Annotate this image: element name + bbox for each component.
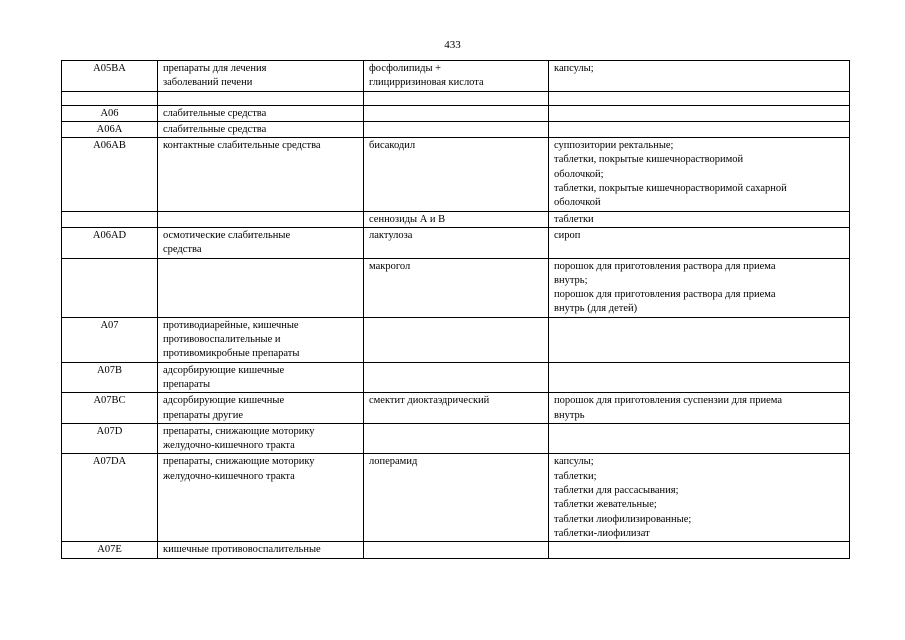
group-name-cell xyxy=(158,211,364,227)
table-row xyxy=(62,317,850,362)
page-number: 433 xyxy=(444,39,461,51)
atc-code-cell: A07BC xyxy=(62,393,158,424)
table-row xyxy=(62,393,850,424)
atc-code-cell: A07B xyxy=(62,362,158,393)
drug-name-cell xyxy=(364,362,549,393)
group-name-cell: слабительные средства xyxy=(158,121,364,137)
table-row xyxy=(62,211,850,227)
table-row xyxy=(62,258,850,317)
group-name-cell: препараты, снижающие моторику желудочно-кишечного тракта xyxy=(158,454,364,542)
atc-code-cell: A05BA xyxy=(62,61,158,92)
dosage-form-cell xyxy=(549,362,850,393)
drug-name-cell xyxy=(364,91,549,105)
group-name-cell xyxy=(158,258,364,317)
dosage-form-cell xyxy=(549,121,850,137)
atc-code-cell: A07DA xyxy=(62,454,158,542)
drug-name-cell: лактулоза xyxy=(364,227,549,258)
dosage-form-cell xyxy=(549,105,850,121)
dosage-form-cell: порошок для приготовления суспензии для приема внутрь xyxy=(549,393,850,424)
atc-code-cell: A07D xyxy=(62,423,158,454)
table-row xyxy=(62,121,850,137)
atc-code-cell: A06A xyxy=(62,121,158,137)
drug-name-cell: бисакодил xyxy=(364,138,549,211)
group-name-cell: адсорбирующие кишечные препараты другие xyxy=(158,393,364,424)
table-row xyxy=(62,61,850,92)
atc-code-cell: A06 xyxy=(62,105,158,121)
drug-name-cell xyxy=(364,105,549,121)
drug-name-cell: смектит диоктаэдрический xyxy=(364,393,549,424)
atc-code-cell: A07E xyxy=(62,542,158,558)
group-name-cell: осмотические слабительные средства xyxy=(158,227,364,258)
drug-name-cell xyxy=(364,542,549,558)
table-row xyxy=(62,138,850,211)
group-name-cell: препараты, снижающие моторику желудочно-кишечного тракта xyxy=(158,423,364,454)
group-name-cell: слабительные средства xyxy=(158,105,364,121)
dosage-form-cell: капсулы; таблетки; таблетки для рассасывания; таблетки жевательные; таблетки лиофилизированные; таблетки-лиофилизат xyxy=(549,454,850,542)
drug-name-cell xyxy=(364,423,549,454)
dosage-form-cell xyxy=(549,542,850,558)
drug-name-cell: фосфолипиды + глицирризиновая кислота xyxy=(364,61,549,92)
table-body xyxy=(62,61,850,559)
dosage-form-cell: порошок для приготовления раствора для приема внутрь; порошок для приготовления раствора для приема внутрь (для детей) xyxy=(549,258,850,317)
drug-name-cell xyxy=(364,121,549,137)
dosage-form-cell: капсулы; xyxy=(549,61,850,92)
table-row xyxy=(62,227,850,258)
table-row xyxy=(62,542,850,558)
table-row xyxy=(62,105,850,121)
table-row xyxy=(62,91,850,105)
atc-code-cell: A06AD xyxy=(62,227,158,258)
drug-name-cell xyxy=(364,317,549,362)
drug-name-cell: сеннозиды А и В xyxy=(364,211,549,227)
table-row xyxy=(62,454,850,542)
dosage-form-cell xyxy=(549,317,850,362)
table-row xyxy=(62,423,850,454)
atc-code-cell xyxy=(62,258,158,317)
group-name-cell: контактные слабительные средства xyxy=(158,138,364,211)
atc-code-cell: A06AB xyxy=(62,138,158,211)
group-name-cell: кишечные противовоспалительные xyxy=(158,542,364,558)
atc-code-cell xyxy=(62,211,158,227)
atc-code-cell: A07 xyxy=(62,317,158,362)
dosage-form-cell xyxy=(549,91,850,105)
drug-table xyxy=(61,60,850,559)
dosage-form-cell xyxy=(549,423,850,454)
atc-code-cell xyxy=(62,91,158,105)
drug-name-cell: макрогол xyxy=(364,258,549,317)
dosage-form-cell: суппозитории ректальные; таблетки, покрытые кишечнорастворимой оболочкой; таблетки, покрытые кишечнорастворимой сахарной оболочкой xyxy=(549,138,850,211)
dosage-form-cell: таблетки xyxy=(549,211,850,227)
group-name-cell: противодиарейные, кишечные противовоспалительные и противомикробные препараты xyxy=(158,317,364,362)
drug-name-cell: лоперамид xyxy=(364,454,549,542)
group-name-cell xyxy=(158,91,364,105)
table-row xyxy=(62,362,850,393)
group-name-cell: препараты для лечения заболеваний печени xyxy=(158,61,364,92)
dosage-form-cell: сироп xyxy=(549,227,850,258)
group-name-cell: адсорбирующие кишечные препараты xyxy=(158,362,364,393)
